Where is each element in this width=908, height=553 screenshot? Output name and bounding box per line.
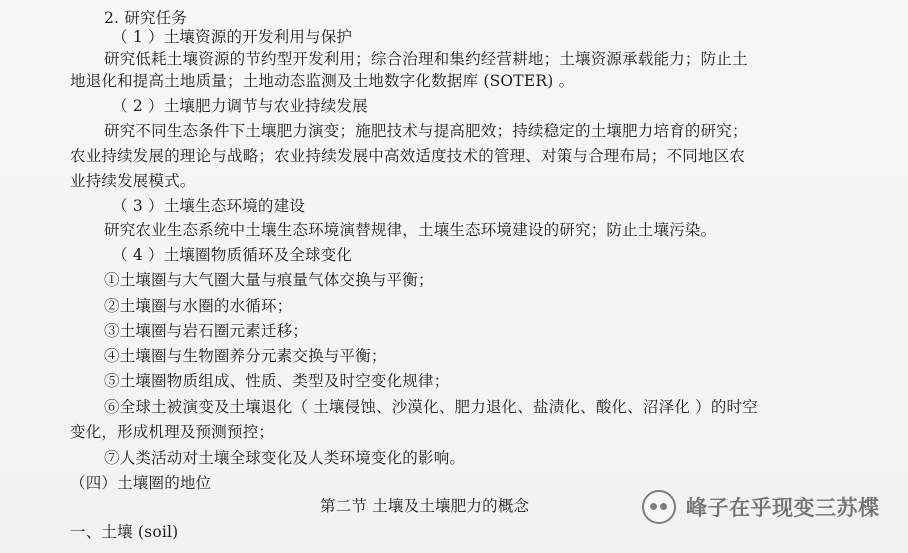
list-item: ⑤土壤圈物质组成、性质、类型及时空变化规律； [104,372,450,390]
list-item: ⑦人类活动对土壤全球变化及人类环境变化的影响。 [104,449,466,467]
subheading-4: （ 4 ）土壤圈物质循环及全球变化 [112,246,353,264]
paragraph-line: 农业持续发展的理论与战略；农业持续发展中高效适度技术的管理、对策与合理布局；不同地区农 [70,147,746,165]
paragraph-line: 地退化和提高土地质量；土地动态监测及土地数字化数据库 (SOTER) 。 [70,72,575,90]
list-item: ①土壤圈与大气圈大量与痕量气体交换与平衡； [104,271,434,289]
watermark [642,487,880,527]
watermark-text: 峰子在乎现变三苏楪 [686,496,880,520]
list-item: ②土壤圈与水圈的水循环； [104,297,293,315]
wechat-icon [642,490,676,524]
paragraph-line: 研究农业生态系统中土壤生态环境演替规律，土壤生态环境建设的研究；防止土壤污染。 [104,221,717,239]
paragraph-line: 研究不同生态条件下土壤肥力演变；施肥技术与提高肥效；持续稳定的土壤肥力培育的研究； [104,122,748,140]
subheading-2: （ 2 ）土壤肥力调节与农业持续发展 [112,97,368,115]
subsection-heading: 一、土壤 (soil) [70,523,179,541]
paragraph-line: 业持续发展模式。 [70,172,196,190]
paragraph-line: 研究低耗土壤资源的节约型开发利用；综合治理和集约经营耕地；土壤资源承载能力；防止土 [104,50,748,68]
section-title: 第二节 土壤及土壤肥力的概念 [320,497,530,515]
list-item: ③土壤圈与岩石圈元素迁移； [104,322,309,340]
list-item: ⑥全球土被演变及土壤退化（ 土壤侵蚀、沙漠化、肥力退化、盐渍化、酸化、沼泽化 ）的时空 [104,398,758,416]
section-subheading: （四）土壤圈的地位 [70,474,212,492]
list-item: ④土壤圈与生物圈养分元素交换与平衡； [104,347,387,365]
list-item-continuation: 变化，形成机理及预测预控； [70,423,275,441]
section-heading: 2. 研究任务 [104,9,188,27]
subheading-3: （ 3 ）土壤生态环境的建设 [112,197,306,215]
subheading-1: （ 1 ）土壤资源的开发利用与保护 [112,28,353,46]
